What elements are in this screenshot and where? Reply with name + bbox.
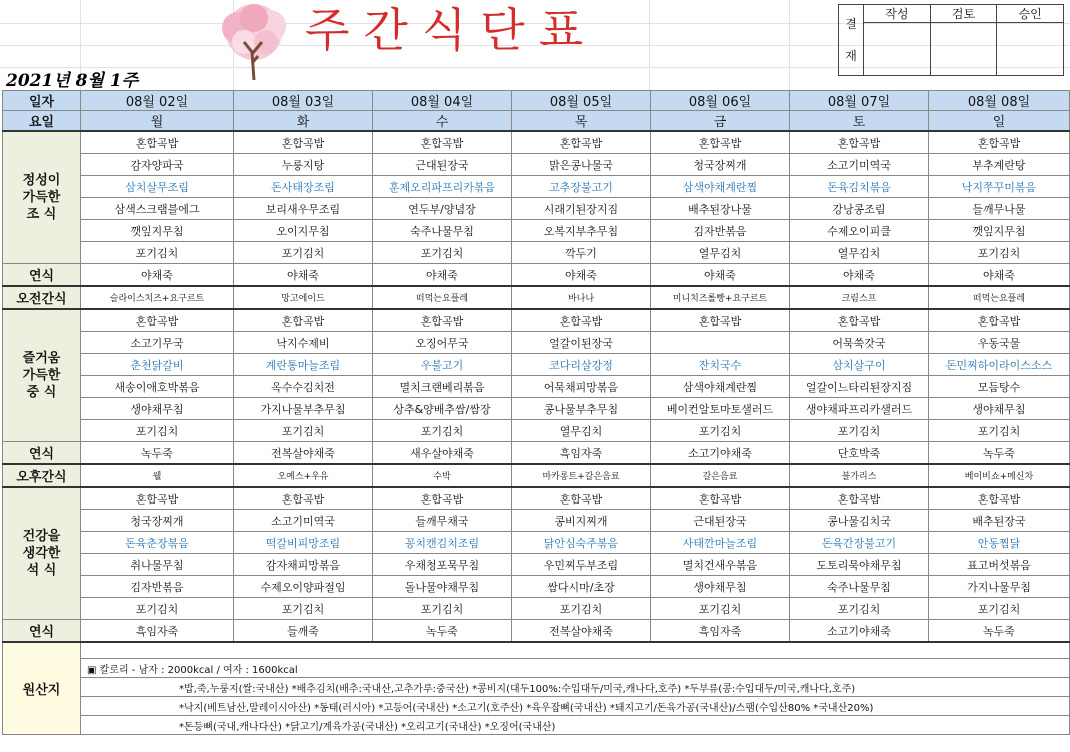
pm-snack-cell: 수박 [373, 464, 512, 487]
breakfast-menu-item: 열무김치 [651, 242, 790, 264]
approval-box [838, 4, 1064, 76]
lunch-menu-item: 혼합곡밥 [512, 309, 651, 332]
date-header-cell: 08월 05일 [512, 91, 651, 111]
mid-porridge-cell: 녹두죽 [81, 442, 234, 465]
pm-porridge-cell: 소고기야채죽 [790, 620, 929, 643]
dinner-menu-item: 들깨무채국 [373, 510, 512, 532]
breakfast-menu-item: 혼합곡밥 [929, 131, 1070, 154]
lunch-menu-item: 생야채파프리카샐러드 [790, 398, 929, 420]
origin-line: *돈등뼈(국내,캐나다산) *닭고기/계육가공(국내산) *오리고기(국내산) *오징어(국내산) [81, 716, 1070, 735]
lunch-menu-item: 어묵채피망볶음 [512, 376, 651, 398]
breakfast-menu-item: 근대된장국 [373, 154, 512, 176]
breakfast-menu-item: 청국장찌개 [651, 154, 790, 176]
am-porridge-cell: 야채죽 [81, 264, 234, 287]
pm-porridge-cell: 녹두죽 [929, 620, 1070, 643]
lunch-menu-item: 열무김치 [512, 420, 651, 442]
lunch-menu-item: 삼색야채계란찜 [651, 376, 790, 398]
breakfast-menu-item: 고추장불고기 [512, 176, 651, 198]
lunch-menu-item: 포기김치 [234, 420, 373, 442]
am-porridge-cell: 야채죽 [512, 264, 651, 287]
dinner-menu-item: 돌나물야채무침 [373, 576, 512, 598]
origin-line: *낙지(베트남산,말레이시아산) *동태(러시아) *고등어(국내산) *소고기(호주산) *육우잡뼈(국내산) *돼지고기/돈육가공(국내산)/스팸(수입산80% *국내산20%) [81, 697, 1070, 716]
day-header-cell: 월 [81, 111, 234, 132]
pm-snack-label: 오후간식 [3, 464, 81, 487]
lunch-menu-item: 생야채무침 [81, 398, 234, 420]
dinner-menu-item: 돈육춘장볶음 [81, 532, 234, 554]
mid-porridge-cell: 소고기야채죽 [651, 442, 790, 465]
lunch-menu-item: 포기김치 [373, 420, 512, 442]
approval-sign-write[interactable] [864, 23, 931, 76]
dinner-menu-item: 사태깐마늘조림 [651, 532, 790, 554]
lunch-menu-item: 생야채무침 [929, 398, 1070, 420]
dinner-menu-item: 혼합곡밥 [651, 487, 790, 510]
mid-porridge-cell: 단호박죽 [790, 442, 929, 465]
breakfast-menu-item: 연두부/양념장 [373, 198, 512, 220]
am-snack-cell: 크림스프 [790, 286, 929, 309]
breakfast-menu-item: 포기김치 [81, 242, 234, 264]
breakfast-menu-item: 숙주나물무침 [373, 220, 512, 242]
dinner-menu-item: 김자반볶음 [81, 576, 234, 598]
breakfast-menu-item: 낙지쭈꾸미볶음 [929, 176, 1070, 198]
mid-porridge-label: 연식 [3, 442, 81, 465]
lunch-menu-item: 잔치국수 [651, 354, 790, 376]
dinner-menu-item: 콩비지찌개 [512, 510, 651, 532]
dinner-menu-item: 떡갈비피망조림 [234, 532, 373, 554]
dinner-menu-item: 포기김치 [81, 598, 234, 620]
lunch-meal-label: 즐거움 가득한 중 식 [3, 309, 81, 442]
day-header-cell: 목 [512, 111, 651, 132]
breakfast-menu-item: 혼합곡밥 [512, 131, 651, 154]
breakfast-menu-item: 부추계란탕 [929, 154, 1070, 176]
pm-porridge-cell: 들깨죽 [234, 620, 373, 643]
breakfast-menu-item: 돈육김치볶음 [790, 176, 929, 198]
approval-col-write: 작성 [864, 5, 931, 23]
breakfast-meal-label: 정성이 가득한 조 식 [3, 131, 81, 264]
breakfast-menu-item: 소고기미역국 [790, 154, 929, 176]
dinner-menu-item: 쌈다시마/초장 [512, 576, 651, 598]
breakfast-menu-item: 열무김치 [790, 242, 929, 264]
breakfast-menu-item: 훈제오리파프리카볶음 [373, 176, 512, 198]
breakfast-menu-item: 감자양파국 [81, 154, 234, 176]
dinner-menu-item: 감자채피망볶음 [234, 554, 373, 576]
dinner-menu-item: 혼합곡밥 [234, 487, 373, 510]
lunch-menu-item: 가지나물부추무침 [234, 398, 373, 420]
pm-snack-cell: 블가리스 [790, 464, 929, 487]
dinner-menu-item: 포기김치 [651, 598, 790, 620]
dinner-menu-item: 콩나물김치국 [790, 510, 929, 532]
dinner-menu-item: 닭안심숙주볶음 [512, 532, 651, 554]
lunch-menu-item: 혼합곡밥 [81, 309, 234, 332]
lunch-menu-item: 혼합곡밥 [234, 309, 373, 332]
breakfast-menu-item: 들깨무나물 [929, 198, 1070, 220]
dinner-menu-item: 근대된장국 [651, 510, 790, 532]
lunch-menu-item: 코다리살강정 [512, 354, 651, 376]
breakfast-menu-item: 깍두기 [512, 242, 651, 264]
pm-snack-cell: 갈은음료 [651, 464, 790, 487]
dinner-menu-item: 가지나물무침 [929, 576, 1070, 598]
pm-porridge-cell: 녹두죽 [373, 620, 512, 643]
lunch-menu-item: 혼합곡밥 [373, 309, 512, 332]
lunch-menu-item: 춘천닭갈비 [81, 354, 234, 376]
pm-porridge-cell: 전복살야채죽 [512, 620, 651, 643]
day-header-cell: 일 [929, 111, 1070, 132]
breakfast-menu-item: 혼합곡밥 [651, 131, 790, 154]
origin-line: ▣ 칼로리 - 남자 : 2000kcal / 여자 : 1600kcal [81, 659, 1070, 678]
lunch-menu-item: 삼치살구이 [790, 354, 929, 376]
breakfast-menu-item: 삼치살무조림 [81, 176, 234, 198]
am-porridge-cell: 야채죽 [234, 264, 373, 287]
dinner-menu-item: 꽁치캔김치조림 [373, 532, 512, 554]
breakfast-menu-item: 시래기된장지짐 [512, 198, 651, 220]
dinner-menu-item: 혼합곡밥 [81, 487, 234, 510]
day-header-cell: 화 [234, 111, 373, 132]
lunch-menu-item: 얼갈이된장국 [512, 332, 651, 354]
breakfast-menu-item: 돈사태장조림 [234, 176, 373, 198]
am-snack-cell: 망고에이드 [234, 286, 373, 309]
breakfast-menu-item: 수제오이피클 [790, 220, 929, 242]
breakfast-menu-item: 혼합곡밥 [81, 131, 234, 154]
weekly-menu-table [2, 90, 1070, 735]
breakfast-menu-item: 강낭콩조림 [790, 198, 929, 220]
cherry-blossom-tree-icon [214, 2, 294, 82]
am-porridge-cell: 야채죽 [790, 264, 929, 287]
dinner-menu-item: 청국장찌개 [81, 510, 234, 532]
mid-porridge-cell: 흑임자죽 [512, 442, 651, 465]
page-title: 주간식단표 [305, 3, 598, 57]
lunch-menu-item: 어묵쑥갓국 [790, 332, 929, 354]
lunch-menu-item: 모듬탕수 [929, 376, 1070, 398]
dinner-menu-item: 혼합곡밥 [512, 487, 651, 510]
approval-side-label: 결 재 [839, 5, 864, 76]
dinner-menu-item: 포기김치 [512, 598, 651, 620]
lunch-menu-item: 혼합곡밥 [929, 309, 1070, 332]
dinner-menu-item: 포기김치 [373, 598, 512, 620]
dinner-menu-item: 숙주나물무침 [790, 576, 929, 598]
am-porridge-cell: 야채죽 [651, 264, 790, 287]
am-snack-cell: 바나나 [512, 286, 651, 309]
mid-porridge-cell: 전복살야채죽 [234, 442, 373, 465]
breakfast-menu-item: 김자반볶음 [651, 220, 790, 242]
dinner-menu-item: 수제오이양파절임 [234, 576, 373, 598]
pm-porridge-cell: 흑임자죽 [81, 620, 234, 643]
lunch-menu-item: 새송이애호박볶음 [81, 376, 234, 398]
lunch-menu-item: 혼합곡밥 [651, 309, 790, 332]
lunch-menu-item: 상추&양배추쌈/쌈장 [373, 398, 512, 420]
breakfast-menu-item: 깻잎지무침 [81, 220, 234, 242]
dinner-menu-item: 배추된장국 [929, 510, 1070, 532]
dinner-menu-item: 생야채무침 [651, 576, 790, 598]
lunch-menu-item: 포기김치 [929, 420, 1070, 442]
breakfast-menu-item: 보리새우무조림 [234, 198, 373, 220]
lunch-menu-item: 옥수수김치전 [234, 376, 373, 398]
lunch-menu-item: 포기김치 [651, 420, 790, 442]
date-header-cell: 08월 07일 [790, 91, 929, 111]
date-header-cell: 08월 03일 [234, 91, 373, 111]
origin-line: *밥,죽,누룽지(쌀:국내산) *배추김치(배추:국내산,고추가루:중국산) *콩비지(대두100%:수입대두/미국,캐나다,호주) *두부류(콩:수입대두/미국,캐나다,호주) [81, 678, 1070, 697]
lunch-menu-item: 낙지수제비 [234, 332, 373, 354]
am-snack-cell: 미니치즈롤빵+요구르트 [651, 286, 790, 309]
breakfast-menu-item: 맑은콩나물국 [512, 154, 651, 176]
lunch-menu-item: 포기김치 [790, 420, 929, 442]
pm-porridge-label: 연식 [3, 620, 81, 643]
dinner-menu-item: 소고기미역국 [234, 510, 373, 532]
lunch-menu-item: 멸치크랜베리볶음 [373, 376, 512, 398]
am-snack-cell: 슬라이스치즈+요구르트 [81, 286, 234, 309]
breakfast-menu-item: 포기김치 [234, 242, 373, 264]
week-label: 2021년 8월 1주 [6, 71, 139, 91]
lunch-menu-item: 우동국물 [929, 332, 1070, 354]
am-snack-cell: 떠먹는요플레 [373, 286, 512, 309]
day-header-label: 요일 [3, 111, 81, 132]
mid-porridge-cell: 녹두죽 [929, 442, 1070, 465]
breakfast-menu-item: 혼합곡밥 [373, 131, 512, 154]
lunch-menu-item: 오징어무국 [373, 332, 512, 354]
breakfast-menu-item: 삼색야채계란찜 [651, 176, 790, 198]
breakfast-menu-item: 혼합곡밥 [790, 131, 929, 154]
date-header-label: 일자 [3, 91, 81, 111]
pm-snack-cell: 베이비쇼+메신차 [929, 464, 1070, 487]
dinner-menu-item: 혼합곡밥 [929, 487, 1070, 510]
breakfast-menu-item: 삼색스크램블에그 [81, 198, 234, 220]
lunch-menu-item [651, 332, 790, 354]
day-header-cell: 금 [651, 111, 790, 132]
date-header-cell: 08월 04일 [373, 91, 512, 111]
date-header-cell: 08월 06일 [651, 91, 790, 111]
breakfast-menu-item: 오복지부추무침 [512, 220, 651, 242]
pm-porridge-cell: 흑임자죽 [651, 620, 790, 643]
day-header-cell: 수 [373, 111, 512, 132]
mid-porridge-cell: 새우살야채죽 [373, 442, 512, 465]
approval-sign-review[interactable] [930, 23, 997, 76]
am-porridge-label: 연식 [3, 264, 81, 287]
pm-snack-cell: 웰 [81, 464, 234, 487]
am-snack-cell: 떠먹는요플레 [929, 286, 1070, 309]
dinner-menu-item: 우민찌두부조림 [512, 554, 651, 576]
dinner-menu-item: 혼합곡밥 [373, 487, 512, 510]
approval-col-review: 검토 [930, 5, 997, 23]
breakfast-menu-item: 혼합곡밥 [234, 131, 373, 154]
lunch-menu-item: 포기김치 [81, 420, 234, 442]
breakfast-menu-item: 포기김치 [929, 242, 1070, 264]
dinner-menu-item: 안동찜닭 [929, 532, 1070, 554]
lunch-menu-item: 베이컨알토마토샐러드 [651, 398, 790, 420]
breakfast-menu-item: 배추된장나물 [651, 198, 790, 220]
breakfast-menu-item: 오이지무침 [234, 220, 373, 242]
dinner-menu-item: 표고버섯볶음 [929, 554, 1070, 576]
origin-spacer [81, 642, 1070, 659]
pm-snack-cell: 마카롱트+갈은음료 [512, 464, 651, 487]
date-header-cell: 08월 02일 [81, 91, 234, 111]
dinner-menu-item: 도토리묵야채무침 [790, 554, 929, 576]
pm-snack-cell: 오예스+우유 [234, 464, 373, 487]
dinner-menu-item: 취나물무침 [81, 554, 234, 576]
approval-sign-approve[interactable] [997, 23, 1064, 76]
lunch-menu-item: 콩나물부추무침 [512, 398, 651, 420]
lunch-menu-item: 계란통마늘조림 [234, 354, 373, 376]
breakfast-menu-item: 포기김치 [373, 242, 512, 264]
lunch-menu-item: 혼합곡밥 [790, 309, 929, 332]
approval-col-approve: 승인 [997, 5, 1064, 23]
lunch-menu-item: 우불고기 [373, 354, 512, 376]
date-header-cell: 08월 08일 [929, 91, 1070, 111]
am-snack-label: 오전간식 [3, 286, 81, 309]
dinner-menu-item: 포기김치 [234, 598, 373, 620]
page-header [0, 0, 1070, 90]
lunch-menu-item: 돈민찌하이라이스소스 [929, 354, 1070, 376]
dinner-meal-label: 건강을 생각한 석 식 [3, 487, 81, 620]
day-header-cell: 토 [790, 111, 929, 132]
dinner-menu-item: 우채청포묵무침 [373, 554, 512, 576]
breakfast-menu-item: 누룽지탕 [234, 154, 373, 176]
am-porridge-cell: 야채죽 [373, 264, 512, 287]
lunch-menu-item: 얼갈이느타리된장지짐 [790, 376, 929, 398]
dinner-menu-item: 포기김치 [929, 598, 1070, 620]
dinner-menu-item: 돈육간장불고기 [790, 532, 929, 554]
dinner-menu-item: 멸치건새우볶음 [651, 554, 790, 576]
breakfast-menu-item: 깻잎지무침 [929, 220, 1070, 242]
origin-label: 원산지 [3, 642, 81, 735]
am-porridge-cell: 야채죽 [929, 264, 1070, 287]
dinner-menu-item: 혼합곡밥 [790, 487, 929, 510]
lunch-menu-item: 소고기무국 [81, 332, 234, 354]
dinner-menu-item: 포기김치 [790, 598, 929, 620]
